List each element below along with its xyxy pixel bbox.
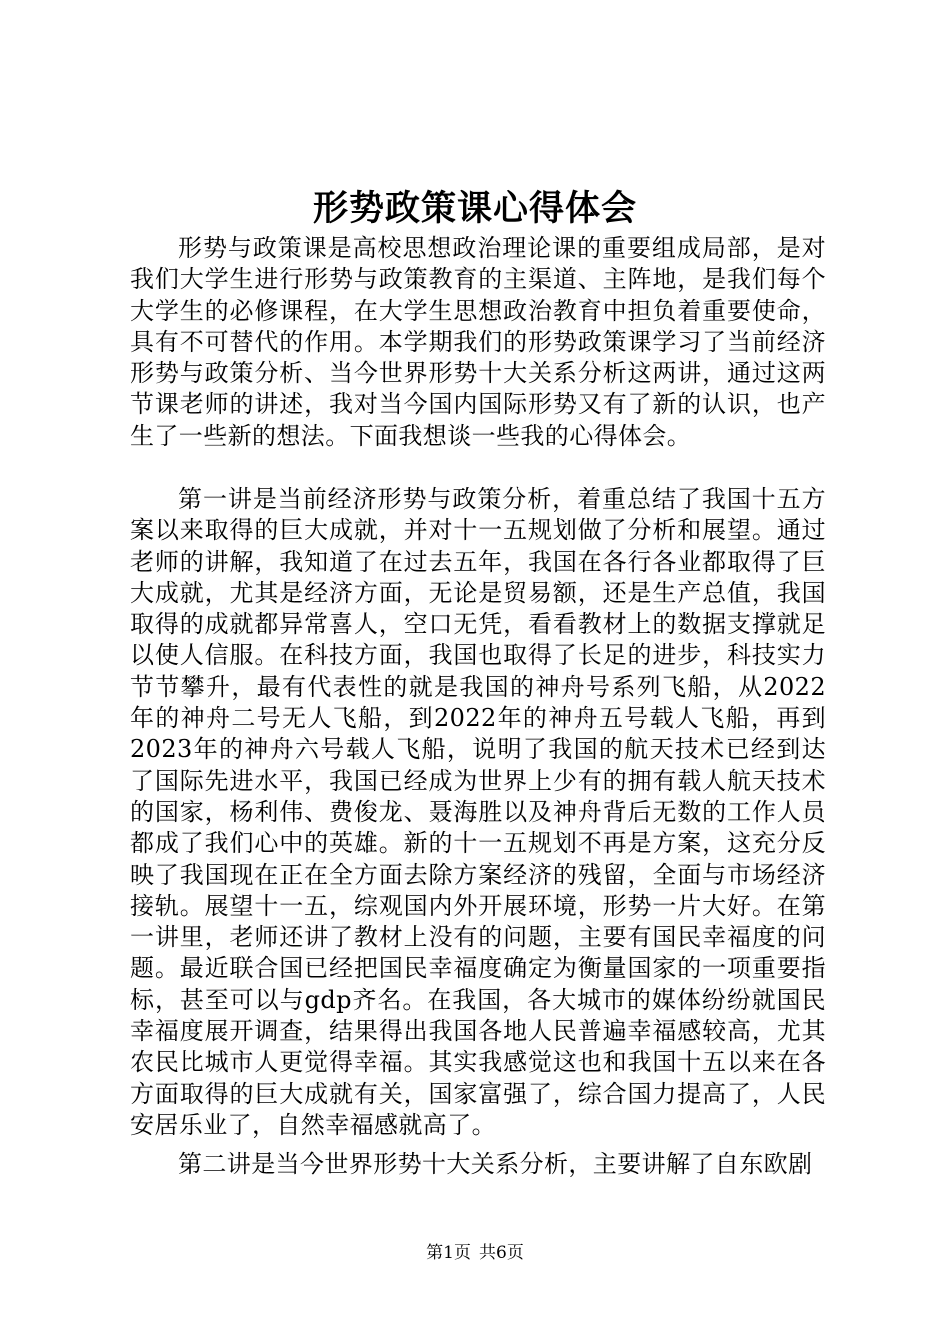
paragraph-2-block	[130, 484, 826, 1141]
page-footer	[0, 1240, 950, 1266]
page-total: 共6页	[479, 1243, 524, 1263]
paragraph-lecture-one: 第一讲是当前经济形势与政策分析，着重总结了我国十五方案以来取得的巨大成就，并对十一五规划做了分析和展望。通过老师的讲解，我知道了在过去五年，我国在各行各业都取得了巨大成就，尤其是经济方面，无论是贸易额，还是生产总值，我国取得的成就都异常喜人，空口无凭，看看教材上的数据支撑就足以使人信服。在科技方面，我国也取得了长足的进步，科技实力节节攀升，最有代表性的就是我国的神舟号系列飞船，从2022年的神舟二号无人飞船，到2022年的神舟五号载人飞船，再到2023年的神舟六号载人飞船，说明了我国的航天技术已经到达了国际先进水平，我国已经成为世界上少有的拥有载人航天技术的国家，杨利伟、费俊龙、聂海胜以及神舟背后无数的工作人员都成了我们心中的英雄。新的十一五规划不再是方案，这充分反映了我国现在正在全方面去除方案经济的残留，全面与市场经济接轨。展望十一五，综观国内外开展环境，形势一片大好。在第一讲里，老师还讲了教材上没有的问题，主要有国民幸福度的问题。最近联合国已经把国民幸福度确定为衡量国家的一项重要指标，甚至可以与gdp齐名。在我国，各大城市的媒体纷纷就国民幸福度展开调查，结果得出我国各地人民普遍幸福感较高，尤其农民比城市人更觉得幸福。其实我感觉这也和我国十五以来在各方面取得的巨大成就有关，国家富强了，综合国力提高了，人民安居乐业了，自然幸福感就高了。	[130, 485, 826, 1139]
paragraph-intro: 形势与政策课是高校思想政治理论课的重要组成局部，是对我们大学生进行形势与政策教育的主渠道、主阵地，是我们每个大学生的必修课程，在大学生思想政治教育中担负着重要使命，具有不可替代的作用。本学期我们的形势政策课学习了当前经济形势与政策分析、当今世界形势十大关系分析这两讲，通过这两节课老师的讲述，我对当今国内国际形势又有了新的认识，也产生了一些新的想法。下面我想谈一些我的心得体会。	[130, 234, 826, 450]
paragraph-lecture-two: 第二讲是当今世界形势十大关系分析，主要讲解了自东欧剧	[178, 1150, 813, 1178]
paragraph-3-block	[130, 1149, 826, 1180]
paragraph-1-block	[130, 233, 826, 452]
document-title: 形势政策课心得体会	[312, 188, 637, 229]
page-number: 第1页	[426, 1243, 471, 1263]
